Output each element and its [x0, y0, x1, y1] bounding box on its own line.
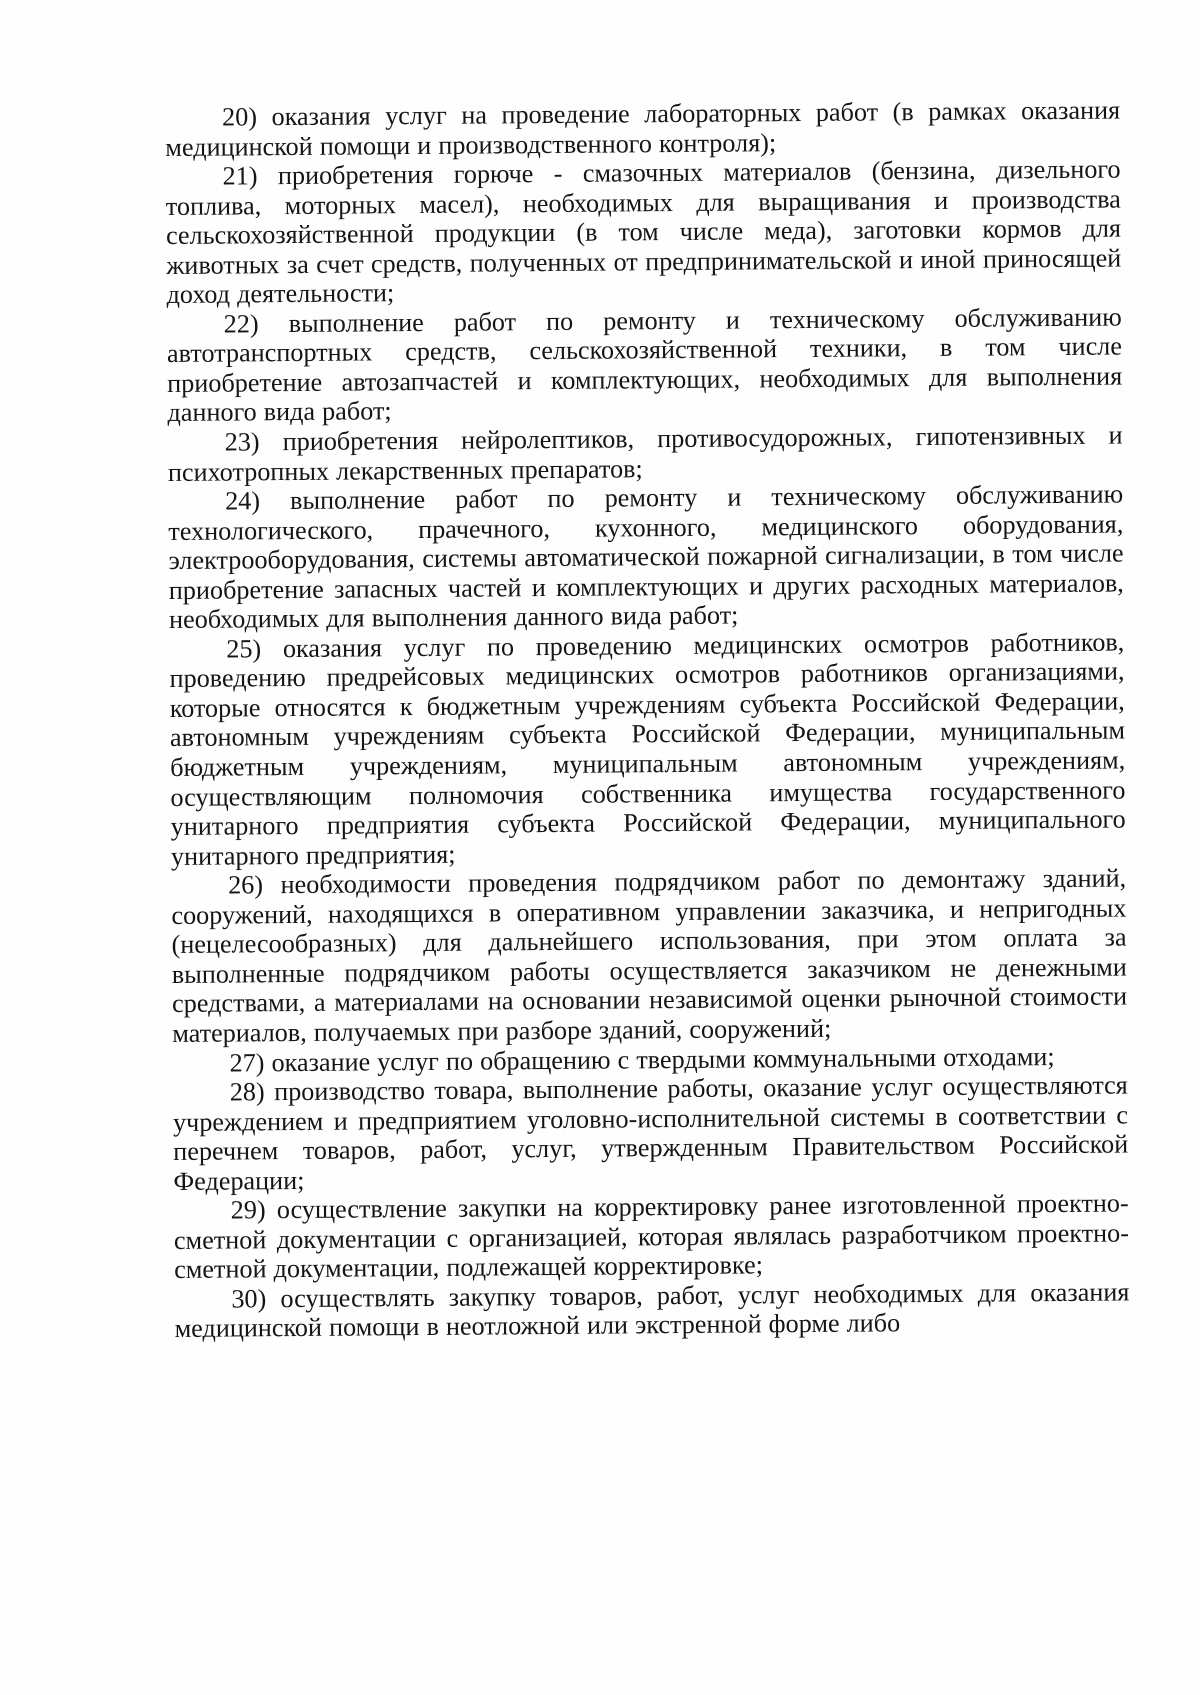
item-text: оказание услуг по обращению с твердыми коммунальными отходами;: [271, 1041, 1055, 1077]
item-number: 20): [221, 102, 258, 132]
list-item-28: [173, 1071, 1129, 1197]
item-text: приобретения горюче - смазочных материалов (бензина, дизельного топлива, моторных масел), необходимых для выращивания и производства сельскохозяйственной продукции (в том числе меда), заготовки кормов для животных за счет средств, полученных от предпринимательской и иной приносящей доход деятельности;: [165, 154, 1122, 310]
item-text: выполнение работ по ремонту и техническому обслуживанию технологического, прачечного, кухонного, медицинского оборудования, электрооборудования, системы автоматической пожарной сигнализации, в том числе приобретение запасных частей и комплектующих и других расходных материалов, необходимых для выполнения данного вида работ;: [168, 479, 1124, 635]
item-number: 29): [230, 1195, 266, 1225]
item-number: 26): [228, 870, 264, 900]
item-text: приобретения нейролептиков, противосудорожных, гипотензивных и психотропных лекарственных препаратов;: [167, 420, 1123, 487]
item-text: выполнение работ по ремонту и техническому обслуживанию автотранспортных средств, сельскохозяйственной техники, в том числе приобретение автозапчастей и комплектующих, необходимых для выполнения данного вида работ;: [166, 302, 1123, 428]
list-item-22: [167, 302, 1123, 428]
item-number: 30): [231, 1284, 267, 1314]
list-item-30: [174, 1277, 1129, 1344]
list-item-21: [165, 155, 1121, 310]
list-item-25: [169, 627, 1126, 871]
list-item-26: [171, 864, 1127, 1049]
list-item-24: [168, 480, 1124, 635]
item-text: осуществлять закупку товаров, работ, услуг необходимых для оказания медицинской помощи в неотложной или экстренной форме либо: [174, 1277, 1130, 1344]
list-item-20: [165, 95, 1120, 162]
list-item-23: [168, 421, 1123, 488]
item-text: производство товара, выполнение работы, оказание услуг осуществляются учреждением и предприятием уголовно-исполнительной системы в соответствии с перечнем товаров, работ, услуг, утвержденным Правительством Российской Федерации;: [172, 1070, 1129, 1196]
item-text: оказания услуг по проведению медицинских осмотров работников, проведению предрейсовых медицинских осмотров работников организациями, которые относятся к бюджетным учреждениям субъекта Российской Федерации, автономным учреждениям субъекта Российской Федерации, муниципальным бюджетным учреждениям, муниципальным автономным учреждениям, осуществляющим полномочия собственника имущества государственного унитарного предприятия субъекта Российской Федерации, муниципального унитарного предприятия;: [169, 627, 1126, 871]
item-number: 25): [226, 634, 262, 664]
document-body: [165, 95, 1130, 1343]
item-text: оказания услуг на проведение лабораторных работ (в рамках оказания медицинской помощи и производственного контроля);: [165, 95, 1121, 162]
item-number: 24): [225, 486, 261, 516]
item-text: необходимости проведения подрядчиком работ по демонтажу зданий, сооружений, находящихся в оперативном управлении заказчика, и непригодных (нецелесообразных) для дальнейшего использования, при этом оплата за выполненные подрядчиком работы осуществляется заказчиком не денежными средствами, а материалами на основании независимой оценки рыночной стоимости материалов, получаемых при разборе зданий, сооружений;: [171, 863, 1128, 1048]
item-number: 28): [229, 1077, 265, 1107]
item-text: осуществление закупки на корректировку ранее изготовленной проектно-сметной документации с организацией, которая являлась разработчиком проектно-сметной документации, подлежащей корректировке;: [173, 1188, 1130, 1285]
item-number: 27): [229, 1047, 265, 1078]
item-number: 22): [223, 309, 259, 339]
item-number: 23): [224, 427, 260, 457]
list-item-29: [174, 1189, 1130, 1285]
item-number: 21): [222, 161, 258, 191]
